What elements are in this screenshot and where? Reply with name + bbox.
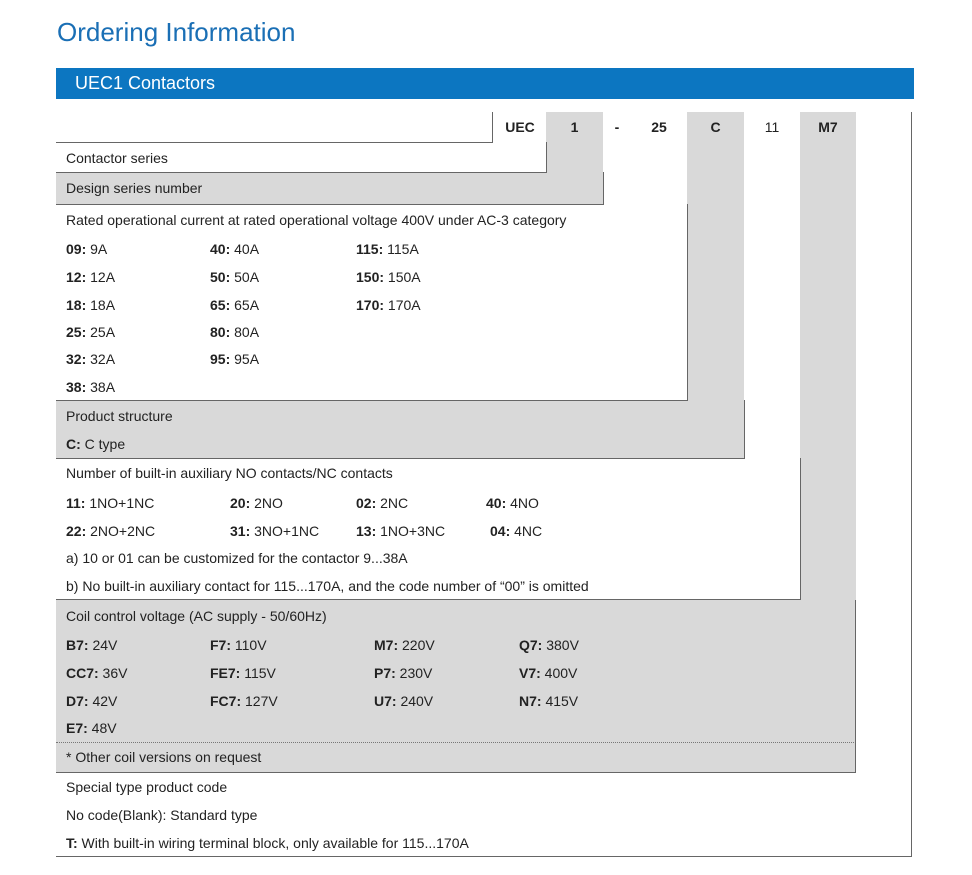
aux-item: 13: 1NO+3NC [356, 523, 446, 539]
design-label: Design series number [66, 180, 203, 196]
code-part-current: 25 [651, 119, 667, 135]
coil-item: FE7: 115V [210, 665, 276, 681]
coil-note: * Other coil versions on request [66, 749, 262, 765]
current-item: 40: 40A [210, 241, 260, 257]
coil-item: D7: 42V [66, 693, 118, 709]
coil-item: U7: 240V [374, 693, 434, 709]
line-coil [56, 772, 856, 773]
line-current [56, 400, 688, 401]
aux-item: 04: 4NC [490, 523, 543, 539]
current-item: 115: 115A [356, 241, 419, 257]
coil-label: Coil control voltage (AC supply - 50/60Hz) [66, 608, 327, 624]
coil-note-divider [56, 742, 856, 743]
bracket-aux-right [800, 458, 801, 600]
line-design [56, 204, 604, 205]
aux-item: 22: 2NO+2NC [66, 523, 156, 539]
current-item: 38: 38A [66, 379, 116, 395]
section-banner [56, 68, 914, 99]
line-series [56, 172, 547, 173]
current-item: 32: 32A [66, 351, 116, 367]
code-header-divider [492, 112, 493, 143]
bracket-special-right [911, 112, 912, 857]
current-item: 80: 80A [210, 324, 260, 340]
line-structure [56, 458, 745, 459]
line-special [56, 856, 912, 857]
special-label: Special type product code [66, 779, 228, 795]
current-item: 25: 25A [66, 324, 116, 340]
current-item: 95: 95A [210, 351, 260, 367]
page-title: Ordering Information [57, 17, 296, 47]
aux-note-a: a) 10 or 01 can be customized for the contactor 9...38A [66, 550, 408, 566]
column-band-M7 [800, 112, 856, 600]
aux-item: 20: 2NO [230, 495, 283, 511]
coil-item: M7: 220V [374, 637, 435, 653]
special-t-item: T: With built-in wiring terminal block, only available for 115...170A [66, 835, 469, 851]
bracket-current-right [687, 204, 688, 401]
bracket-coil-right [855, 600, 856, 773]
coil-item: CC7: 36V [66, 665, 128, 681]
coil-item: E7: 48V [66, 720, 117, 736]
current-label: Rated operational current at rated operational voltage 400V under AC-3 category [66, 212, 567, 228]
bracket-series-right [546, 142, 547, 173]
structure-label: Product structure [66, 408, 173, 424]
current-item: 170: 170A [356, 297, 421, 313]
aux-note-b: b) No built-in auxiliary contact for 115...170A, and the code number of “00” is omitted [66, 578, 589, 594]
coil-item: Q7: 380V [519, 637, 579, 653]
aux-item: 02: 2NC [356, 495, 409, 511]
bracket-structure-right [744, 400, 745, 459]
aux-item: 11: 1NO+1NC [66, 495, 155, 511]
coil-item: P7: 230V [374, 665, 433, 681]
coil-item: V7: 400V [519, 665, 578, 681]
current-item: 65: 65A [210, 297, 260, 313]
code-part-dash: - [614, 119, 620, 135]
series-label: Contactor series [66, 150, 168, 166]
row-band-coil [56, 600, 856, 773]
aux-item: 31: 3NO+1NC [230, 523, 320, 539]
aux-item: 40: 4NO [486, 495, 539, 511]
coil-item: B7: 24V [66, 637, 118, 653]
code-header-underline [56, 142, 493, 143]
special-blank: No code(Blank): Standard type [66, 807, 258, 823]
code-part-1: 1 [570, 119, 579, 135]
current-item: 150: 150A [356, 269, 421, 285]
structure-item: C: C type [66, 436, 126, 452]
current-item: 09: 9A [66, 241, 108, 257]
code-part-aux: 11 [764, 119, 780, 135]
code-part-uec: UEC [505, 119, 535, 135]
code-part-structure: C [710, 119, 721, 135]
line-aux [56, 599, 801, 600]
bracket-design-right [603, 172, 604, 205]
banner-label: UEC1 Contactors [75, 73, 216, 93]
current-item: 12: 12A [66, 269, 116, 285]
aux-label: Number of built-in auxiliary NO contacts/NC contacts [66, 465, 393, 481]
coil-item: FC7: 127V [210, 693, 278, 709]
code-part-coil: M7 [818, 119, 838, 135]
current-item: 50: 50A [210, 269, 260, 285]
coil-item: N7: 415V [519, 693, 579, 709]
coil-item: F7: 110V [210, 637, 267, 653]
current-item: 18: 18A [66, 297, 116, 313]
